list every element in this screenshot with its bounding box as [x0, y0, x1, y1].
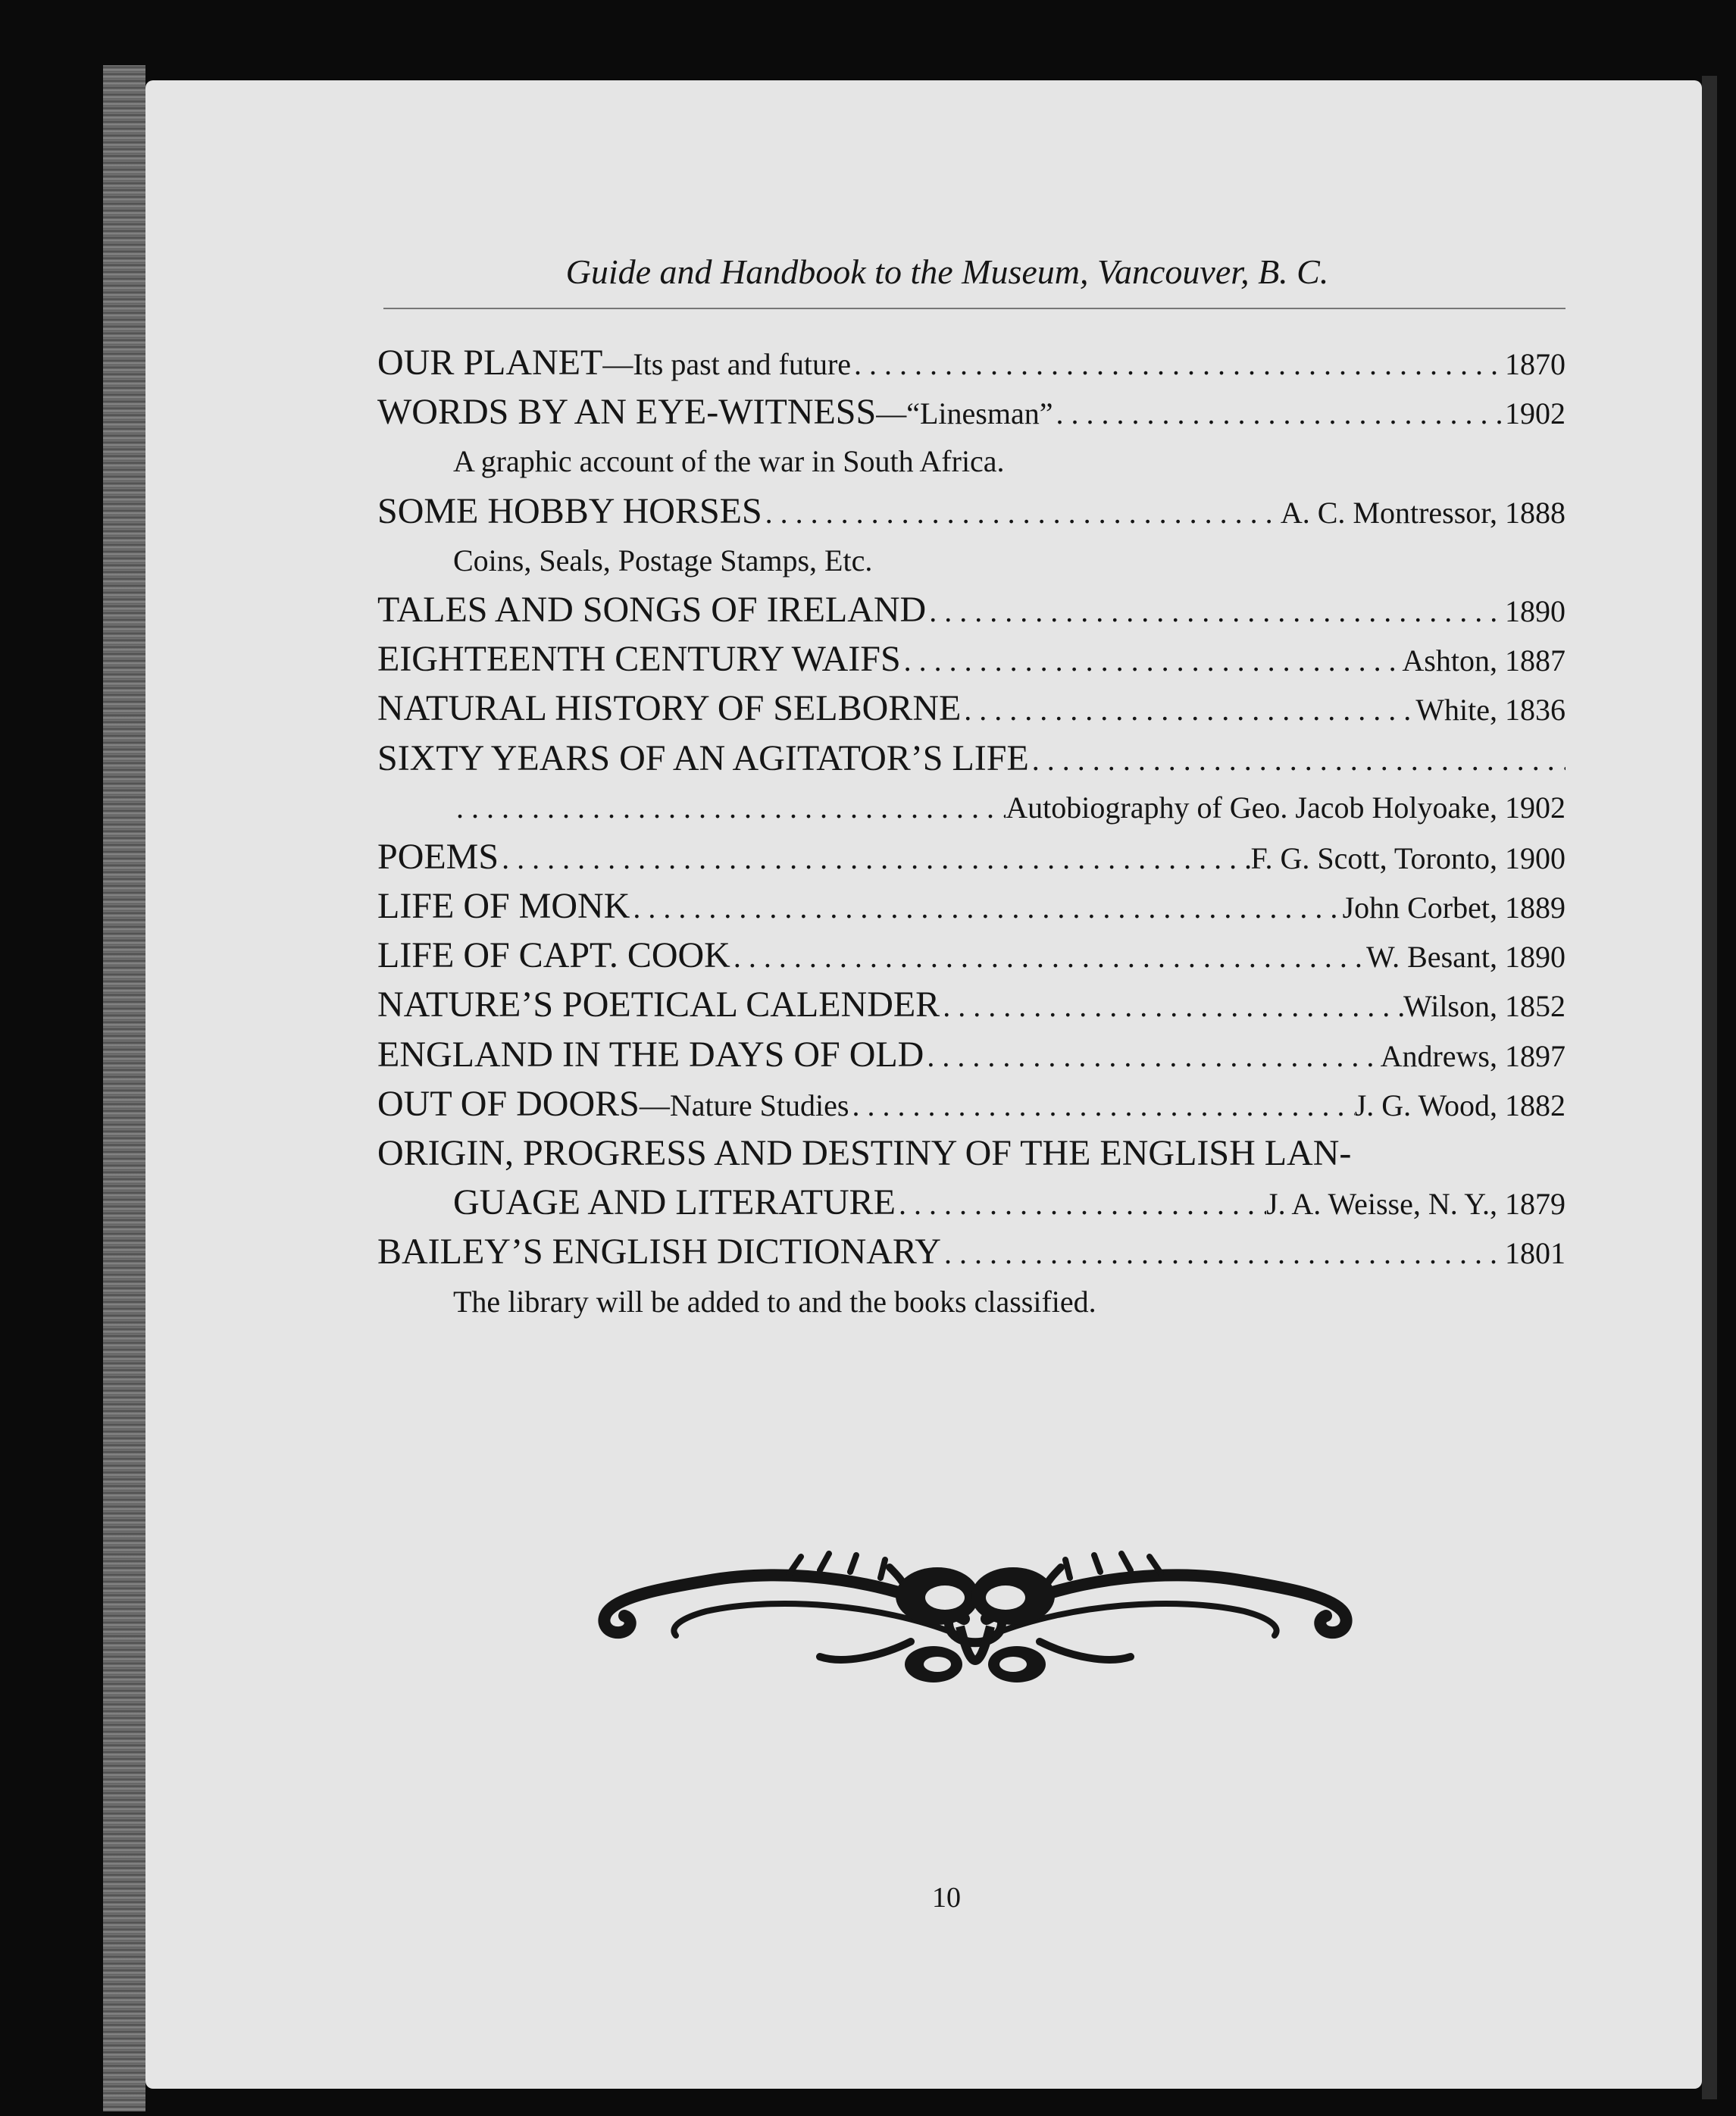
author-year: 1890 [1505, 593, 1566, 628]
entry-note-text: Coins, Seals, Postage Stamps, Etc. [453, 543, 873, 578]
book-title: NATURAL HISTORY OF SELBORNE [377, 688, 962, 729]
author-year: J. G. Wood, 1882 [1354, 1088, 1566, 1122]
book-title: ENGLAND IN THE DAYS OF OLD [377, 1034, 924, 1075]
book-entry [377, 338, 1566, 387]
book-title: WORDS BY AN EYE-WITNESS [377, 392, 877, 433]
book-entry [377, 1079, 1566, 1128]
page-edge-shadow [1702, 76, 1717, 2099]
author-year: W. Besant, 1890 [1366, 940, 1566, 975]
book-title: LIFE OF CAPT. COOK [377, 935, 730, 976]
document-page [145, 80, 1702, 2089]
dot-leader [896, 1179, 1266, 1229]
author-year: 1870 [1505, 347, 1566, 381]
book-entry [377, 881, 1566, 931]
entry-note [377, 437, 1566, 486]
running-title: Guide and Handbook to the Museum, Vancouver, B. C. [565, 252, 1329, 291]
author-year: Ashton, 1887 [1402, 643, 1566, 678]
dot-leader [762, 488, 1281, 537]
dot-leader [851, 340, 1505, 389]
author-year: 1801 [1505, 1236, 1566, 1271]
book-entry [377, 387, 1566, 437]
art-nouveau-scroll-ornament-icon [593, 1551, 1358, 1702]
dot-leader [1029, 735, 1566, 784]
book-subtitle: —“Linesman” [876, 396, 1053, 431]
book-entry [377, 1178, 1566, 1227]
author-year: Wilson, 1852 [1403, 989, 1566, 1024]
dot-leader [499, 834, 1250, 883]
author-year: White, 1836 [1415, 693, 1566, 728]
dot-leader [1053, 389, 1505, 438]
book-entry [377, 832, 1566, 881]
dot-leader [924, 1031, 1380, 1081]
dot-leader [961, 685, 1415, 734]
dot-leader [730, 932, 1366, 981]
book-title: OUR PLANET [377, 343, 603, 383]
book-title: TALES AND SONGS OF IRELAND [377, 589, 927, 630]
dot-leader [453, 783, 1006, 832]
author-year: John Corbet, 1889 [1342, 891, 1566, 925]
book-subtitle: —Its past and future [602, 347, 852, 381]
author-year: J. A. Weisse, N. Y., 1879 [1266, 1187, 1566, 1222]
book-entry [377, 1030, 1566, 1079]
dot-leader [940, 981, 1403, 1031]
author-year: A. C. Montressor, 1888 [1280, 495, 1566, 530]
dot-leader [630, 883, 1342, 932]
book-entry [377, 634, 1566, 684]
dot-leader [849, 1081, 1354, 1130]
entry-note [377, 536, 1566, 585]
book-title: BAILEY’S ENGLISH DICTIONARY [377, 1232, 941, 1272]
entry-note-text: A graphic account of the war in South Africa. [453, 444, 1005, 479]
book-binding [103, 65, 145, 2111]
book-entry [377, 684, 1566, 733]
book-title: EIGHTEENTH CENTURY WAIFS [377, 639, 901, 680]
author-year: Andrews, 1897 [1380, 1038, 1566, 1073]
header-rule [383, 308, 1566, 309]
book-title: GUAGE AND LITERATURE [453, 1182, 896, 1223]
dot-leader [941, 1229, 1505, 1278]
book-title: ORIGIN, PROGRESS AND DESTINY OF THE ENGLISH LAN- [377, 1133, 1352, 1173]
book-subtitle: —Nature Studies [639, 1088, 849, 1122]
book-entry [377, 783, 1566, 832]
entry-note-text: The library will be added to and the books classified. [453, 1284, 1096, 1319]
book-title: SIXTY YEARS OF AN AGITATOR’S LIFE [377, 737, 1029, 778]
book-title: LIFE OF MONK [377, 886, 630, 927]
book-entry [377, 585, 1566, 634]
page-number: 10 [932, 1882, 961, 1914]
book-title: SOME HOBBY HORSES [377, 490, 762, 531]
book-entry [377, 487, 1566, 536]
author-year: F. G. Scott, Toronto, 1900 [1250, 840, 1566, 875]
book-title: OUT OF DOORS [377, 1083, 640, 1124]
author-year: 1902 [1505, 396, 1566, 431]
library-book-list [377, 338, 1566, 1326]
book-entry [377, 931, 1566, 980]
book-title: POEMS [377, 836, 499, 877]
book-entry [377, 1128, 1566, 1178]
book-entry [377, 1227, 1566, 1276]
book-entry [377, 980, 1566, 1029]
dot-leader [901, 636, 1403, 685]
book-title: NATURE’S POETICAL CALENDER [377, 984, 940, 1025]
dot-leader [926, 587, 1505, 636]
book-entry [377, 734, 1566, 783]
entry-note [377, 1277, 1566, 1326]
author-year: Autobiography of Geo. Jacob Holyoake, 1902 [1006, 790, 1566, 825]
